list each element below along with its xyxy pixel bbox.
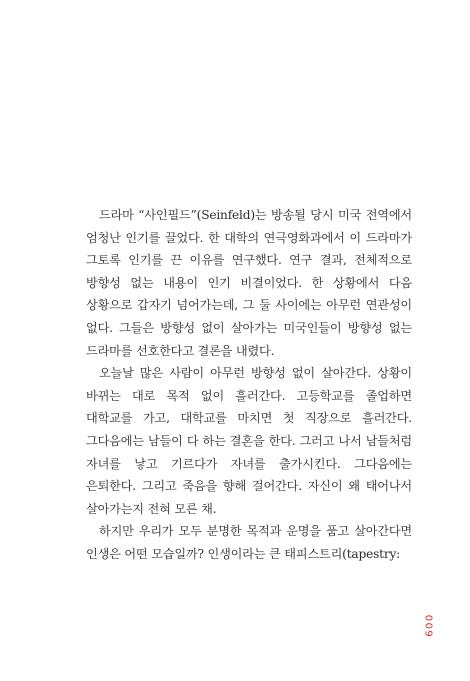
page-number bbox=[421, 609, 435, 643]
paragraph-aimless-life: 오늘날 많은 사람이 아무런 방향성 없이 살아간다. 상황이 바뀌는 대로 목적 없이 흘러간다. 고등학교를 졸업하면 대학교를 가고, 대학교를 마치면 첫 직장으로 흘러간다. 그다음에는 남들이 다 하는 결혼을 한다. 그러고 나서 남들처럼 자녀를 낳고 기르다가 자녀를 출가시킨다. 그다음에는 은퇴한다. 그리고 죽음을 향해 걸어간다. 자신이 왜 태어나서 살아가는지 전혀 모른 채. bbox=[86, 366, 412, 516]
body-text bbox=[86, 204, 412, 566]
page-number-text: 009 bbox=[422, 614, 434, 638]
paragraph-seinfeld: 드라마 “사인필드”(Seinfeld)는 방송될 당시 미국 전역에서 엄청난 인기를 끌었다. 한 대학의 연극영화과에서 이 드라마가 그토록 인기를 끈 이유를 연구했다. 연구 결과, 전체적으로 방향성 없는 내용이 인기 비결이었다. 한 상황에서 다음 상황으로 갑자기 넘어가는데, 그 둘 사이에는 아무런 연관성이 없다. 그들은 방향성 없이 살아가는 미국인들이 방향성 없는 드라마를 선호한다고 결론을 내렸다. bbox=[86, 208, 412, 358]
paragraph-purpose: 하지만 우리가 모두 분명한 목적과 운명을 품고 살아간다면 인생은 어떤 모습일까? 인생이라는 큰 태피스트리(tapestry: bbox=[86, 524, 412, 561]
